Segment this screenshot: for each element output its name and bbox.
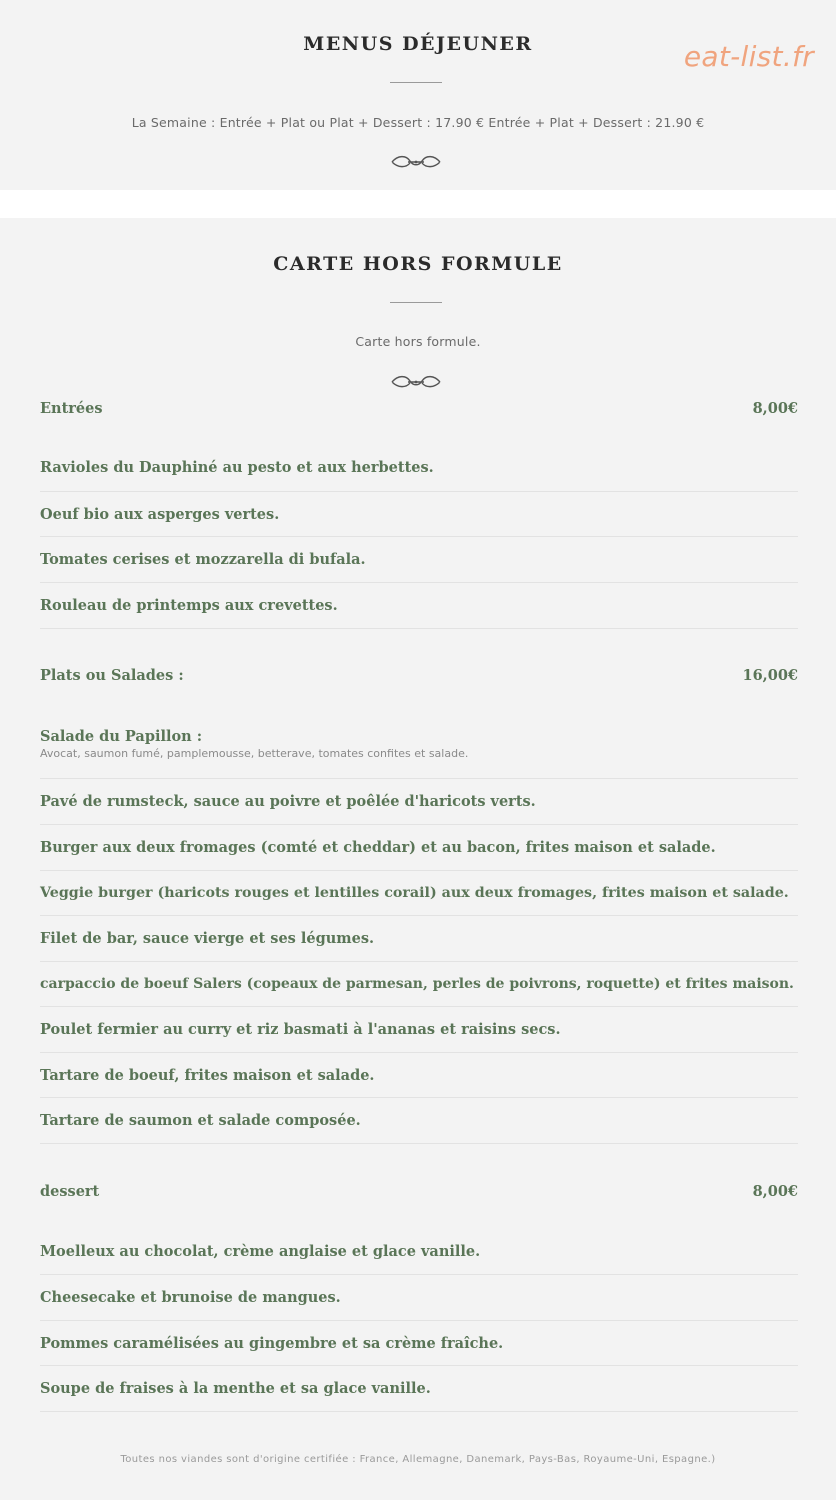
menu-item-name: Tartare de boeuf, frites maison et salade. xyxy=(40,1067,375,1084)
menu-item-name: Oeuf bio aux asperges vertes. xyxy=(40,506,280,523)
lunch-menu-title: MENUS DÉJEUNER xyxy=(303,33,533,55)
menu-item-name: Salade du Papillon : xyxy=(40,728,203,745)
category-price: 8,00€ xyxy=(752,400,798,417)
menu-item xyxy=(40,838,798,871)
menu-item-name: Soupe de fraises à la menthe et sa glace vanille. xyxy=(40,1380,431,1397)
menu-item xyxy=(40,1334,798,1366)
menu-item xyxy=(40,505,798,537)
lunch-menu-section xyxy=(0,0,836,190)
menu-item xyxy=(40,1242,798,1275)
menu-item xyxy=(40,929,798,962)
meat-origin-footnote: Toutes nos viandes sont d'origine certifiée : France, Allemagne, Danemark, Pays-Bas, Royaume-Uni, Espagne.) xyxy=(120,1454,716,1465)
flourish-ornament-icon xyxy=(388,153,444,171)
menu-item-name: Moelleux au chocolat, crème anglaise et glace vanille. xyxy=(40,1243,481,1260)
menu-item-name: Tartare de saumon et salade composée. xyxy=(40,1112,361,1129)
menu-item-name: Pommes caramélisées au gingembre et sa crème fraîche. xyxy=(40,1335,504,1352)
menu-item xyxy=(40,550,798,583)
menu-item xyxy=(40,727,798,779)
menu-item-name: Rouleau de printemps aux crevettes. xyxy=(40,597,338,614)
category-name: dessert xyxy=(40,1183,100,1200)
menu-item-name: Pavé de rumsteck, sauce au poivre et poêlée d'haricots verts. xyxy=(40,793,536,810)
menu-item xyxy=(40,596,798,629)
category-name: Entrées xyxy=(40,400,103,417)
section-separator xyxy=(0,190,836,218)
menu-item-name: Poulet fermier au curry et riz basmati à l'ananas et raisins secs. xyxy=(40,1021,561,1038)
category-price: 8,00€ xyxy=(752,1183,798,1200)
category-name: Plats ou Salades : xyxy=(40,667,184,684)
lunch-title-divider xyxy=(390,82,442,83)
menu-item xyxy=(40,1111,798,1144)
menu-item-name: Veggie burger (haricots rouges et lentilles corail) aux deux fromages, frites maison et salade. xyxy=(40,885,789,901)
menu-item xyxy=(40,974,798,1007)
menu-item xyxy=(40,1066,798,1098)
category-header-entrees xyxy=(40,400,798,422)
menu-item xyxy=(40,1379,798,1412)
lunch-menu-prices: La Semaine : Entrée + Plat ou Plat + Dessert : 17.90 € Entrée + Plat + Dessert : 21.90 € xyxy=(131,115,705,130)
menu-item-name: Tomates cerises et mozzarella di bufala. xyxy=(40,551,366,568)
menu-item-name: Ravioles du Dauphiné au pesto et aux herbettes. xyxy=(40,459,434,476)
watermark-logo: eat-list.fr xyxy=(683,40,814,73)
menu-item-name: Filet de bar, sauce vierge et ses légumes. xyxy=(40,930,375,947)
menu-item xyxy=(40,1288,798,1321)
menu-item xyxy=(40,1020,798,1053)
category-price: 16,00€ xyxy=(742,667,798,684)
menu-item-name: Cheesecake et brunoise de mangues. xyxy=(40,1289,341,1306)
menu-item-name: carpaccio de boeuf Salers (copeaux de parmesan, perles de poivrons, roquette) et frites maison. xyxy=(40,976,794,992)
category-header-dessert xyxy=(40,1183,798,1205)
carte-subtitle: Carte hors formule. xyxy=(355,334,481,349)
category-header-plats xyxy=(40,667,798,689)
flourish-ornament-icon xyxy=(388,373,444,391)
carte-title: CARTE HORS FORMULE xyxy=(273,253,563,275)
menu-item xyxy=(40,883,798,916)
menu-item-name: Burger aux deux fromages (comté et cheddar) et au bacon, frites maison et salade. xyxy=(40,839,716,856)
menu-item xyxy=(40,792,798,825)
carte-title-divider xyxy=(390,302,442,303)
menu-item xyxy=(40,458,798,492)
menu-item-description: Avocat, saumon fumé, pamplemousse, betterave, tomates confites et salade. xyxy=(40,747,469,760)
